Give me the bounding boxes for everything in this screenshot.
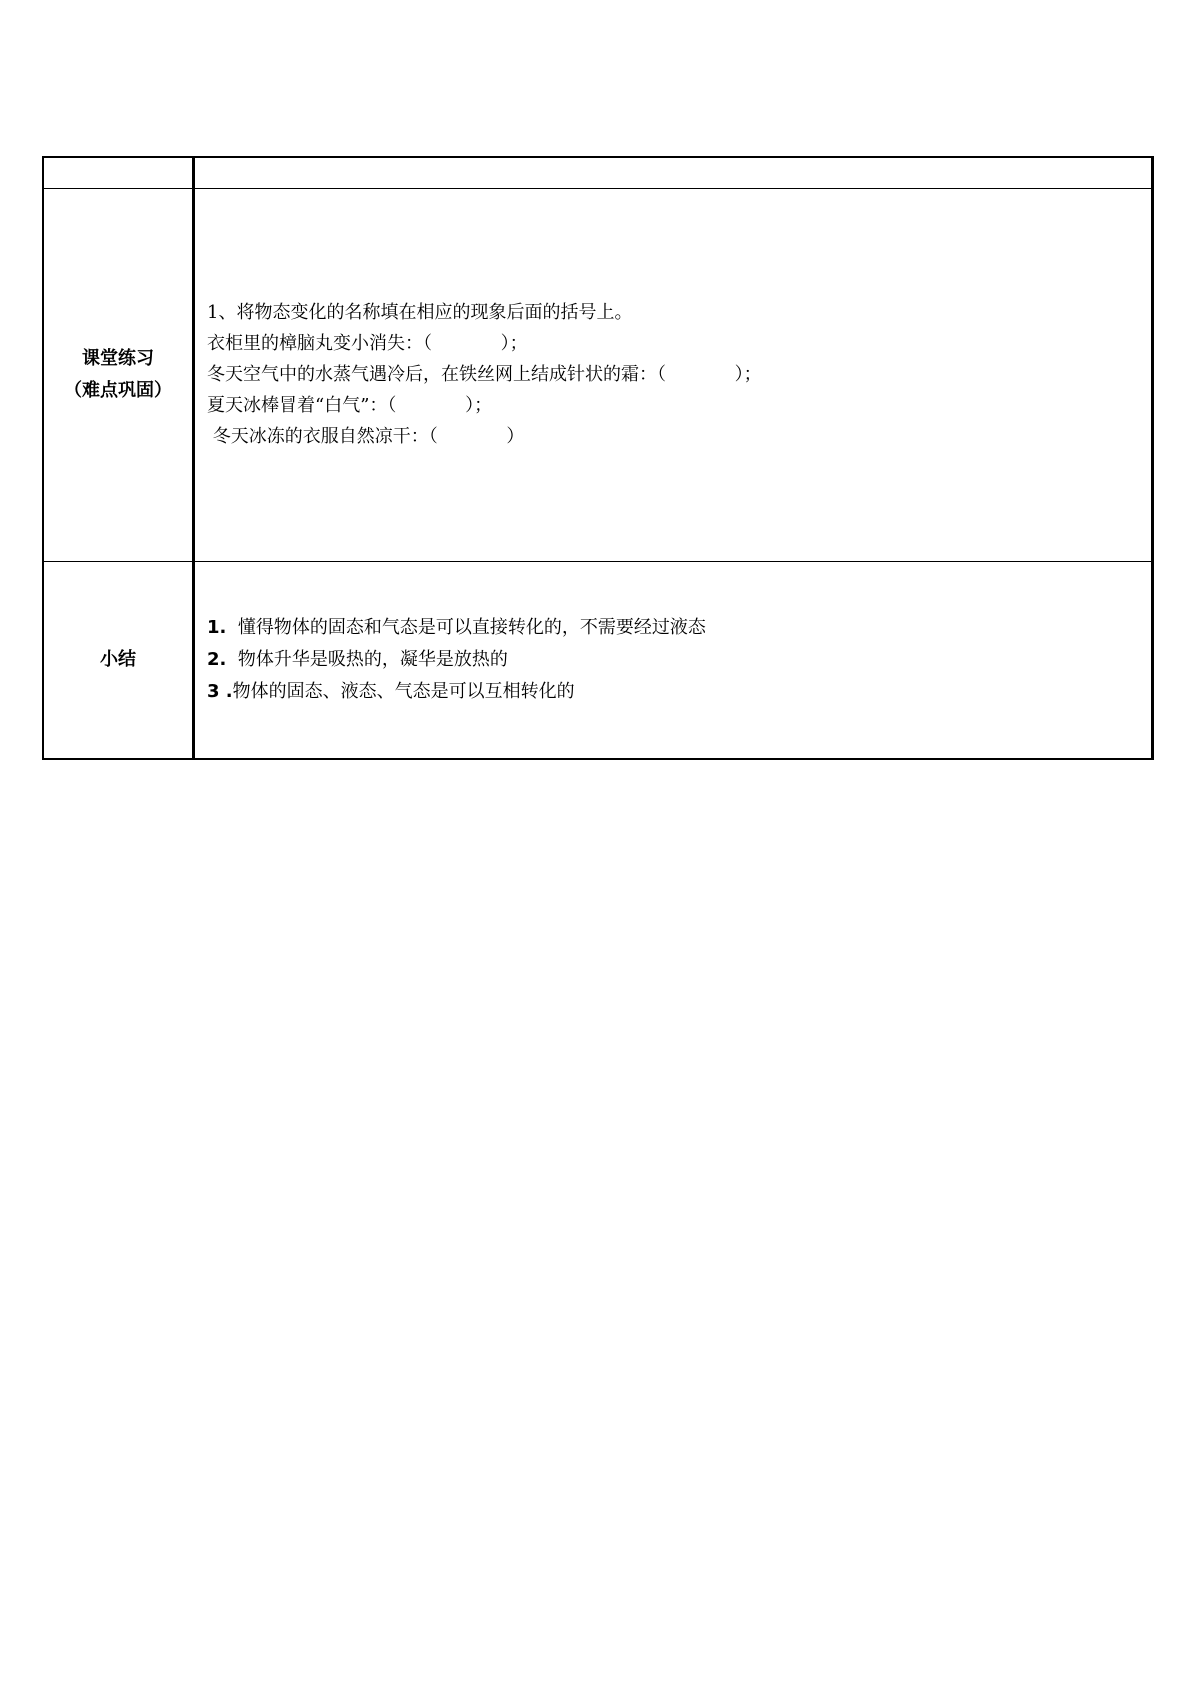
practice-item-2: 冬天空气中的水蒸气遇冷后，在铁丝网上结成针状的霜：（ ）； [207, 364, 762, 385]
summary-label-cell [43, 561, 194, 759]
summary-item-2 [207, 644, 1151, 676]
summary-item-3 [207, 676, 1151, 708]
summary-item-number: 1. [207, 616, 227, 638]
practice-item-3: 夏天冰棒冒着“白气”：（ ）； [207, 395, 493, 416]
practice-label-line1: 课堂练习 [82, 347, 154, 369]
summary-item-1 [207, 612, 1151, 644]
practice-content-cell [194, 188, 1153, 561]
practice-label [44, 343, 192, 407]
summary-content-cell [194, 561, 1153, 759]
summary-label: 小结 [100, 648, 136, 670]
summary-content [195, 612, 1151, 708]
table-header-row [43, 157, 1153, 188]
practice-content [195, 297, 1151, 452]
summary-item-text: 懂得物体的固态和气态是可以直接转化的，不需要经过液态 [237, 616, 706, 638]
practice-label-cell [43, 188, 194, 561]
practice-item-1: 衣柜里的樟脑丸变小消失：（ ）； [207, 333, 528, 354]
practice-item-4: 冬天冰冻的衣服自然凉干：（ ） [207, 426, 525, 447]
summary-item-text: 物体的固态、液态、气态是可以互相转化的 [232, 680, 575, 702]
summary-item-number: 2. [207, 648, 227, 670]
summary-item-number: 3 . [207, 680, 233, 702]
lesson-table [42, 156, 1154, 760]
practice-label-line2: （难点巩固） [64, 379, 172, 401]
summary-item-text: 物体升华是吸热的，凝华是放热的 [237, 648, 508, 670]
header-right-cell [194, 157, 1153, 188]
summary-row [43, 561, 1153, 759]
practice-question-title: 1、将物态变化的名称填在相应的现象后面的括号上。 [207, 302, 633, 323]
practice-row [43, 188, 1153, 561]
header-left-cell [43, 157, 194, 188]
